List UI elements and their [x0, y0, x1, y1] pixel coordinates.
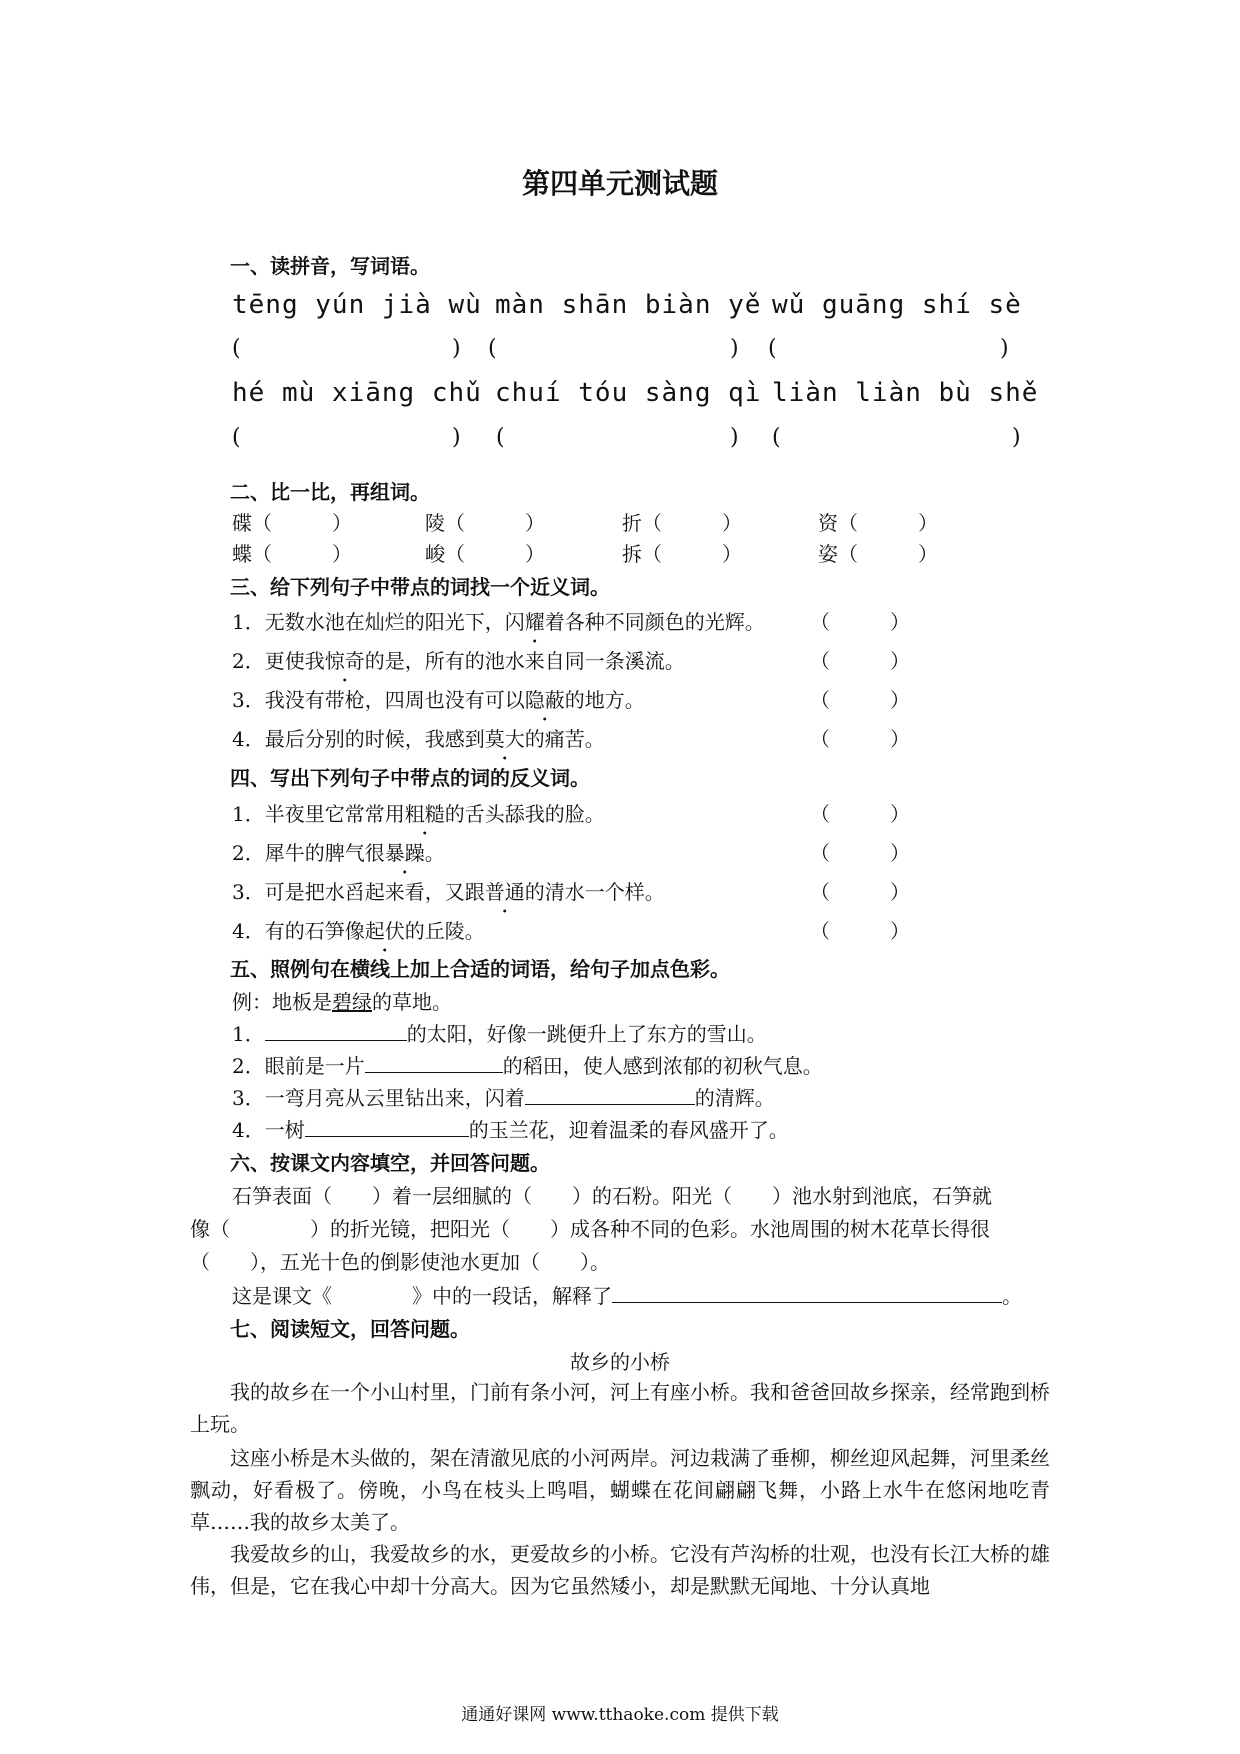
fill-blank[interactable] — [612, 1282, 1002, 1303]
answer-blank[interactable]: ( — [496, 425, 505, 450]
answer-blank-close: ) — [452, 336, 461, 361]
question-line: 3．可是把水舀起来看，又跟普通的清水一个样。 — [232, 880, 665, 904]
fill-blank[interactable] — [305, 1116, 469, 1137]
question-line: 3．我没有带枪，四周也没有可以隐蔽的地方。 — [232, 688, 645, 712]
fill-line: 4．一树 的玉兰花，迎着温柔的春风盛开了。 — [232, 1118, 789, 1142]
section-2-heading: 二、比一比，再组词。 — [230, 480, 430, 504]
answer-blank[interactable]: （ ） — [810, 841, 910, 865]
answer-blank[interactable]: （ ） — [810, 919, 910, 943]
char-item[interactable]: 姿（ ） — [818, 542, 938, 566]
story-paragraph-2: 这座小桥是木头做的，架在清澈见底的小河两岸。河边栽满了垂柳，柳丝迎风起舞，河里柔丝飘动，好看极了。傍晚，小鸟在枝头上鸣唱，蝴蝶在花间翩翩飞舞，小路上水牛在悠闲地吃青草……我的故乡太美了。 — [190, 1446, 1050, 1534]
pinyin-2: màn shān biàn yě — [495, 290, 762, 320]
char-item[interactable]: 折（ ） — [622, 511, 742, 535]
answer-blank[interactable]: ( — [488, 336, 497, 361]
story-paragraph-3: 我爱故乡的山，我爱故乡的水，更爱故乡的小桥。它没有芦沟桥的壮观，也没有长江大桥的雄伟，但是，它在我心中却十分高大。因为它虽然矮小，却是默默无闻地、十分认真地 — [190, 1542, 1050, 1598]
passage-line: 像（ ）的折光镜，把阳光（ ）成各种不同的色彩。水池周围的树木花草长得很 — [190, 1217, 990, 1241]
answer-blank[interactable]: （ ） — [810, 610, 910, 634]
page-footer: 通通好课网 www.tthaoke.com 提供下载 — [461, 1705, 779, 1725]
pinyin-4: hé mù xiāng chǔ — [232, 378, 482, 408]
answer-blank[interactable]: ( — [772, 425, 781, 450]
passage-line: 石笋表面（ ）着一层细腻的（ ）的石粉。阳光（ ）池水射到池底，石笋就 — [232, 1184, 992, 1208]
question-line: 2．犀牛的脾气很暴躁。 — [232, 841, 445, 865]
section-6-heading: 六、按课文内容填空，并回答问题。 — [230, 1151, 550, 1175]
section-4-heading: 四、写出下列句子中带点的词的反义词。 — [230, 766, 590, 790]
answer-blank-close: ) — [730, 425, 739, 450]
char-item[interactable]: 碟（ ） — [232, 511, 352, 535]
fill-blank[interactable] — [525, 1084, 695, 1105]
answer-blank[interactable]: （ ） — [810, 880, 910, 904]
answer-blank[interactable]: （ ） — [810, 802, 910, 826]
pinyin-5: chuí tóu sàng qì — [495, 378, 762, 408]
pinyin-3: wǔ guāng shí sè — [772, 290, 1022, 320]
question-line: 4．最后分别的时候，我感到莫大的痛苦。 — [232, 727, 605, 751]
answer-blank[interactable]: ( — [232, 425, 241, 450]
question-line: 1．半夜里它常常用粗糙的舌头舔我的脸。 — [232, 802, 605, 826]
char-item[interactable]: 拆（ ） — [622, 542, 742, 566]
answer-blank-close: ) — [452, 425, 461, 450]
section-3-heading: 三、给下列句子中带点的词找一个近义词。 — [230, 575, 610, 599]
char-item[interactable]: 峻（ ） — [425, 542, 545, 566]
fill-line: 2．眼前是一片 的稻田，使人感到浓郁的初秋气息。 — [232, 1054, 823, 1078]
pinyin-1: tēng yún jià wù — [232, 290, 482, 320]
section-1-heading: 一、读拼音，写词语。 — [230, 254, 430, 278]
answer-blank[interactable]: （ ） — [810, 688, 910, 712]
question-line: 这是课文《 》中的一段话，解释了 。 — [232, 1284, 1022, 1308]
pinyin-6: liàn liàn bù shě — [772, 378, 1039, 408]
answer-blank[interactable]: （ ） — [810, 649, 910, 673]
question-line: 1．无数水池在灿烂的阳光下，闪耀着各种不同颜色的光辉。 — [232, 610, 765, 634]
story-paragraph-1: 我的故乡在一个小山村里，门前有条小河，河上有座小桥。我和爸爸回故乡探亲，经常跑到桥上玩。 — [190, 1380, 1050, 1436]
char-item[interactable]: 蝶（ ） — [232, 542, 352, 566]
answer-blank[interactable]: （ ） — [810, 727, 910, 751]
fill-line: 1． 的太阳，好像一跳便升上了东方的雪山。 — [232, 1022, 767, 1046]
section-5-heading: 五、照例句在横线上加上合适的词语，给句子加点色彩。 — [230, 957, 730, 981]
char-item[interactable]: 资（ ） — [818, 511, 938, 535]
page-title: 第四单元测试题 — [521, 167, 718, 200]
fill-blank[interactable] — [265, 1020, 407, 1041]
story-title: 故乡的小桥 — [570, 1350, 670, 1374]
question-line: 4．有的石笋像起伏的丘陵。 — [232, 919, 485, 943]
example-sentence: 例：地板是碧绿的草地。 — [232, 990, 452, 1014]
fill-blank[interactable] — [365, 1052, 503, 1073]
answer-blank-close: ) — [730, 336, 739, 361]
answer-blank-close: ) — [1000, 336, 1009, 361]
answer-blank[interactable]: ( — [768, 336, 777, 361]
answer-blank-close: ) — [1012, 425, 1021, 450]
answer-blank[interactable]: ( — [232, 336, 241, 361]
section-7-heading: 七、阅读短文，回答问题。 — [230, 1317, 470, 1341]
passage-line: （ ），五光十色的倒影使池水更加（ ）。 — [190, 1250, 610, 1274]
char-item[interactable]: 陵（ ） — [425, 511, 545, 535]
question-line: 2．更使我惊奇的是，所有的池水来自同一条溪流。 — [232, 649, 685, 673]
fill-line: 3．一弯月亮从云里钻出来，闪着 的清辉。 — [232, 1086, 775, 1110]
